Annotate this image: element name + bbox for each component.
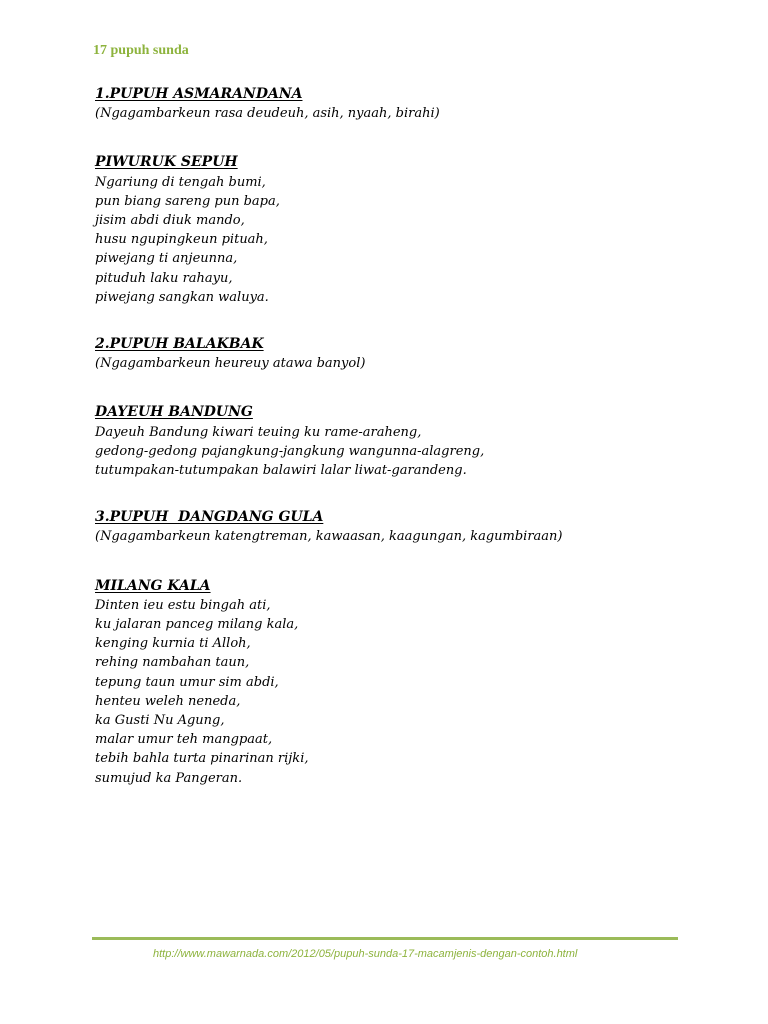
document-body — [95, 85, 715, 816]
poem-line: tepung taun umur sim abdi, — [95, 674, 279, 690]
poem-dayeuh-bandung — [95, 403, 715, 480]
poem-line: Dinten ieu estu bingah ati, — [95, 597, 271, 613]
poem-line: ka Gusti Nu Agung, — [95, 713, 225, 729]
source-link[interactable]: http://www.mawarnada.com/2012/05/pupuh-sunda-17-macamjenis-dengan-contoh.html — [153, 948, 578, 960]
poem-line: sumujud ka Pangeran. — [95, 770, 243, 786]
footer-divider — [92, 937, 678, 940]
poem-line: tebih bahla turta pinarinan rijki, — [95, 751, 309, 767]
section-description: (Ngagambarkeun katengtreman, kawaasan, kaagungan, kagumbiraan) — [95, 529, 563, 545]
poem-line: malar umur teh mangpaat, — [95, 732, 273, 748]
poem-title: PIWURUK SEPUH — [95, 154, 238, 171]
poem-line: Dayeuh Bandung kiwari teuing ku rame-araheng, — [95, 424, 422, 440]
poem-title: DAYEUH BANDUNG — [95, 404, 253, 421]
poem-line: Ngariung di tengah bumi, — [95, 174, 266, 190]
section-heading: 1.PUPUH ASMARANDANA — [95, 86, 303, 102]
section-heading: 2.PUPUH BALAKBAK — [95, 336, 264, 353]
poem-line: kenging kurnia ti Alloh, — [95, 636, 251, 652]
section-asmarandana — [95, 85, 715, 123]
poem-line: piwejang ti anjeunna, — [95, 251, 238, 267]
poem-line: rehing nambahan taun, — [95, 655, 250, 671]
poem-piwuruk-sepuh — [95, 153, 715, 307]
poem-line: tutumpakan-tutumpakan balawiri lalar liwat-garandeng. — [95, 463, 467, 479]
poem-line: gedong-gedong pajangkung-jangkung wangunna-alagreng, — [95, 443, 485, 459]
poem-line: pun biang sareng pun bapa, — [95, 193, 280, 209]
section-dangdang-gula — [95, 508, 715, 546]
poem-line: jisim abdi diuk mando, — [95, 213, 245, 229]
poem-line: ku jalaran panceg milang kala, — [95, 617, 299, 633]
poem-line: henteu weleh neneda, — [95, 693, 241, 709]
section-description: (Ngagambarkeun rasa deudeuh, asih, nyaah, birahi) — [95, 106, 440, 122]
section-heading: 3.PUPUH DANGDANG GULA — [95, 509, 324, 526]
section-balakbak — [95, 335, 715, 373]
section-description: (Ngagambarkeun heureuy atawa banyol) — [95, 356, 366, 372]
poem-line: husu ngupingkeun pituah, — [95, 232, 268, 248]
poem-line: pituduh laku rahayu, — [95, 270, 233, 286]
document-header: 17 pupuh sunda — [93, 43, 189, 58]
poem-milang-kala — [95, 577, 715, 788]
poem-line: piwejang sangkan waluya. — [95, 289, 269, 305]
poem-title: MILANG KALA — [95, 577, 211, 594]
